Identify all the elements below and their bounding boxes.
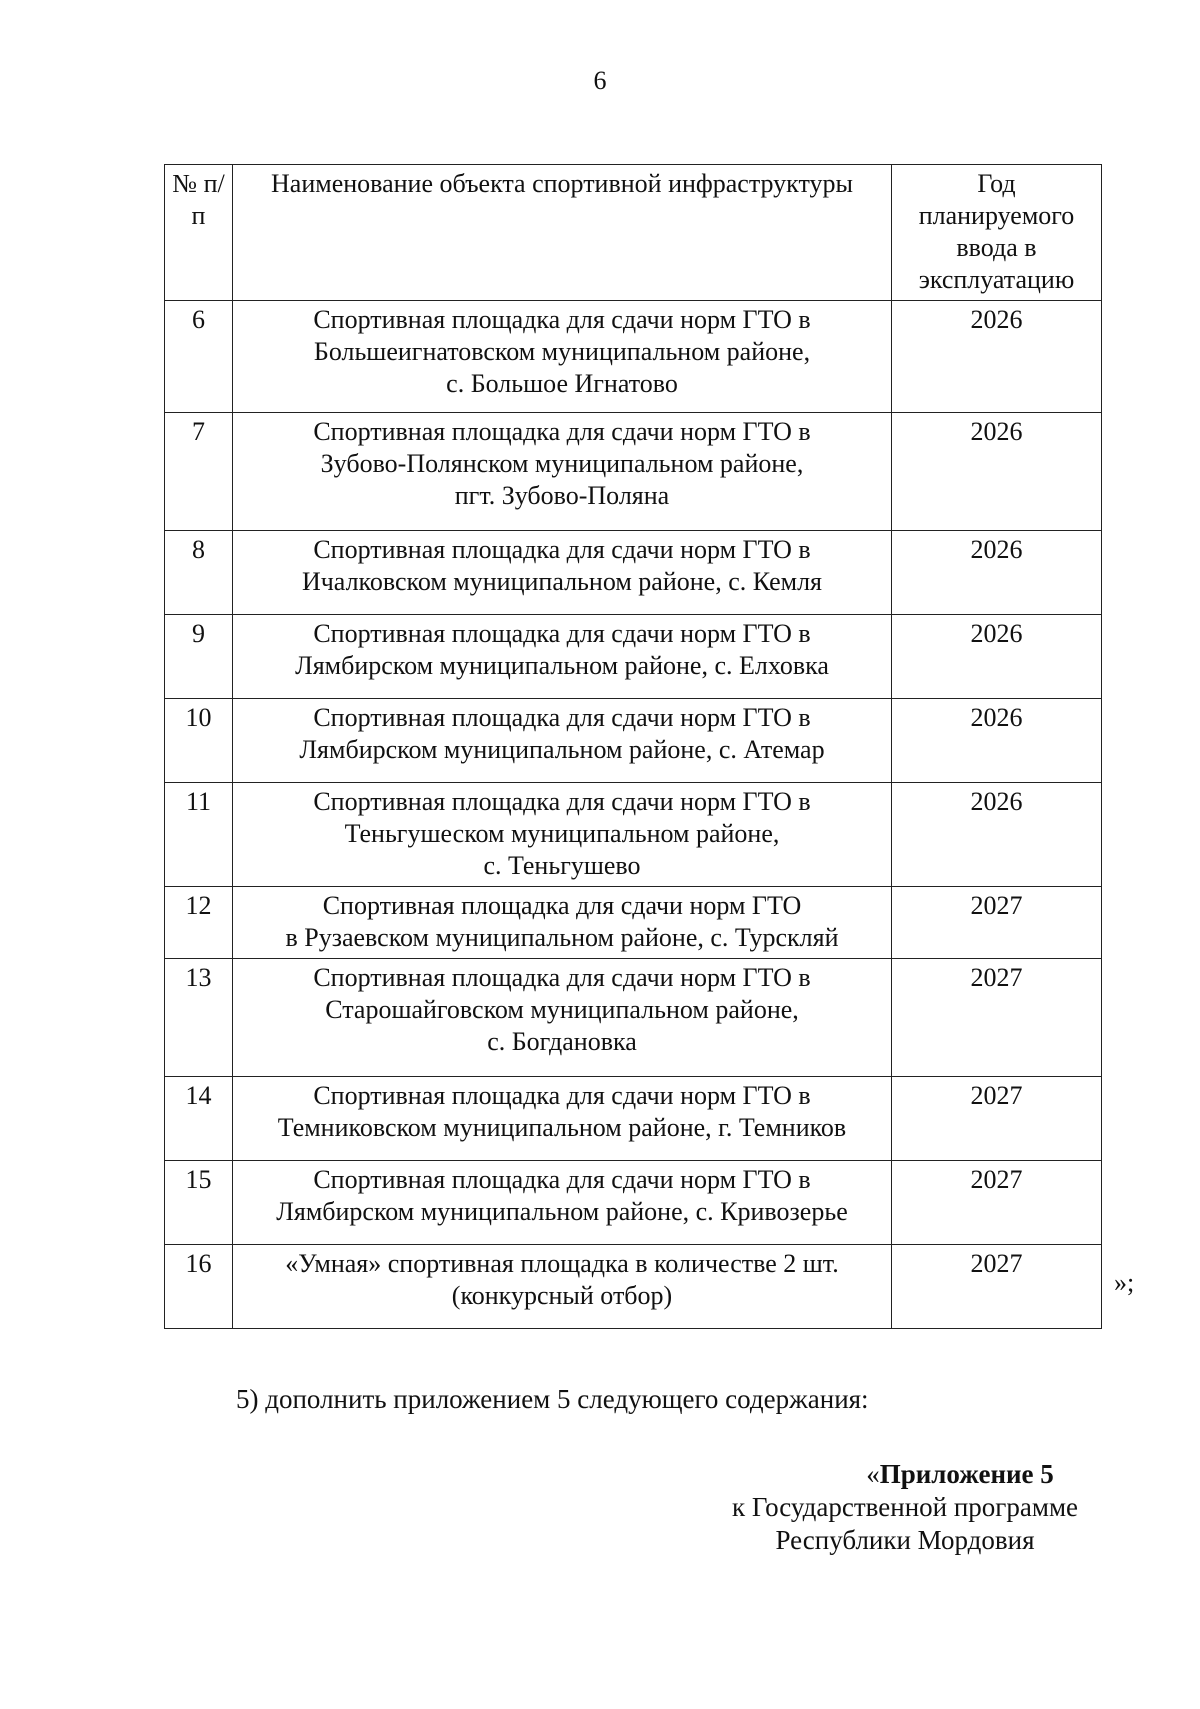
object-name-line: Спортивная площадка для сдачи норм ГТО в — [313, 305, 811, 334]
appendix-title-line — [700, 1458, 1110, 1491]
table-row — [165, 615, 1102, 699]
appendix-title: Приложение 5 — [879, 1459, 1054, 1489]
header-name — [233, 165, 892, 301]
row-number: 14 — [165, 1077, 233, 1161]
row-object-name — [233, 959, 892, 1077]
row-year: 2027 — [892, 1161, 1102, 1245]
row-object-name — [233, 301, 892, 413]
row-number: 6 — [165, 301, 233, 413]
table-header-row — [165, 165, 1102, 301]
header-num — [165, 165, 233, 301]
row-number: 15 — [165, 1161, 233, 1245]
table-row — [165, 887, 1102, 959]
object-name-line: с. Теньгушево — [483, 851, 641, 880]
row-object-name — [233, 531, 892, 615]
table-row — [165, 699, 1102, 783]
closing-quote: »; — [1114, 1268, 1135, 1297]
row-year: 2027 — [892, 1077, 1102, 1161]
object-name-line: Ичалковском муниципальном районе, с. Кемля — [301, 567, 823, 596]
object-name-line: Спортивная площадка для сдачи норм ГТО в — [313, 619, 811, 648]
object-name-line: Спортивная площадка для сдачи норм ГТО в — [313, 963, 811, 992]
row-object-name — [233, 413, 892, 531]
header-year-text: Год планируемого ввода в эксплуатацию — [918, 169, 1075, 294]
object-name-line: Спортивная площадка для сдачи норм ГТО в — [313, 1165, 811, 1194]
object-name-line: Теньгушеском муниципальном районе, — [344, 819, 780, 848]
appendix-heading — [700, 1458, 1110, 1557]
row-number: 11 — [165, 783, 233, 887]
object-name-line: Спортивная площадка для сдачи норм ГТО в — [313, 1081, 811, 1110]
row-number: 9 — [165, 615, 233, 699]
row-number: 13 — [165, 959, 233, 1077]
row-object-name — [233, 887, 892, 959]
row-number: 16 — [165, 1245, 233, 1329]
table-row — [165, 1077, 1102, 1161]
row-number: 8 — [165, 531, 233, 615]
row-number: 10 — [165, 699, 233, 783]
infrastructure-table — [164, 164, 1102, 1329]
object-name-line: Зубово-Полянском муниципальном районе, — [320, 449, 804, 478]
row-year: 2026 — [892, 615, 1102, 699]
row-object-name — [233, 1077, 892, 1161]
object-name-line: с. Большое Игнатово — [446, 369, 678, 398]
row-object-name — [233, 615, 892, 699]
header-year — [892, 165, 1102, 301]
row-year: 2026 — [892, 413, 1102, 531]
appendix-open-quote: « — [866, 1459, 880, 1489]
row-object-name — [233, 783, 892, 887]
instruction-text: 5) дополнить приложением 5 следующего содержания: — [236, 1384, 869, 1414]
row-year: 2027 — [892, 959, 1102, 1077]
object-name-line: Лямбирском муниципальном районе, с. Атемар — [299, 735, 825, 764]
row-year: 2027 — [892, 887, 1102, 959]
object-name-line: Спортивная площадка для сдачи норм ГТО в — [313, 535, 811, 564]
object-name-line: Темниковском муниципальном районе, г. Темников — [277, 1113, 847, 1142]
appendix-line-3: Республики Мордовия — [775, 1525, 1035, 1555]
object-name-line: Спортивная площадка для сдачи норм ГТО в — [313, 787, 811, 816]
table-row — [165, 301, 1102, 413]
row-object-name — [233, 1161, 892, 1245]
object-name-line: (конкурсный отбор) — [451, 1281, 673, 1310]
row-number: 7 — [165, 413, 233, 531]
object-name-line: Старошайговском муниципальном районе, — [325, 995, 799, 1024]
object-name-line: Спортивная площадка для сдачи норм ГТО — [322, 891, 802, 920]
table-body — [165, 301, 1102, 1329]
table-row — [165, 531, 1102, 615]
object-name-line: Спортивная площадка для сдачи норм ГТО в — [313, 417, 811, 446]
header-name-text: Наименование объекта спортивной инфраструктуры — [271, 169, 853, 198]
row-object-name — [233, 1245, 892, 1329]
header-num-text: № п/п — [172, 169, 225, 230]
row-number: 12 — [165, 887, 233, 959]
row-year: 2027 — [892, 1245, 1102, 1329]
table-row — [165, 783, 1102, 887]
page-number: 6 — [593, 66, 607, 95]
object-name-line: «Умная» спортивная площадка в количестве 2 шт. — [285, 1249, 839, 1278]
table-row — [165, 959, 1102, 1077]
row-year: 2026 — [892, 783, 1102, 887]
object-name-line: Лямбирском муниципальном районе, с. Кривозерье — [276, 1197, 848, 1226]
row-year: 2026 — [892, 699, 1102, 783]
object-name-line: Большеигнатовском муниципальном районе, — [313, 337, 811, 366]
row-year: 2026 — [892, 301, 1102, 413]
object-name-line: в Рузаевском муниципальном районе, с. Турскляй — [285, 923, 839, 952]
table-row — [165, 1161, 1102, 1245]
table-row — [165, 1245, 1102, 1329]
row-object-name — [233, 699, 892, 783]
table-row — [165, 413, 1102, 531]
appendix-line-2: к Государственной программе — [731, 1492, 1079, 1522]
row-year: 2026 — [892, 531, 1102, 615]
object-name-line: Лямбирском муниципальном районе, с. Елховка — [295, 651, 829, 680]
object-name-line: с. Богдановка — [487, 1027, 637, 1056]
object-name-line: Спортивная площадка для сдачи норм ГТО в — [313, 703, 811, 732]
object-name-line: пгт. Зубово-Поляна — [454, 481, 670, 510]
